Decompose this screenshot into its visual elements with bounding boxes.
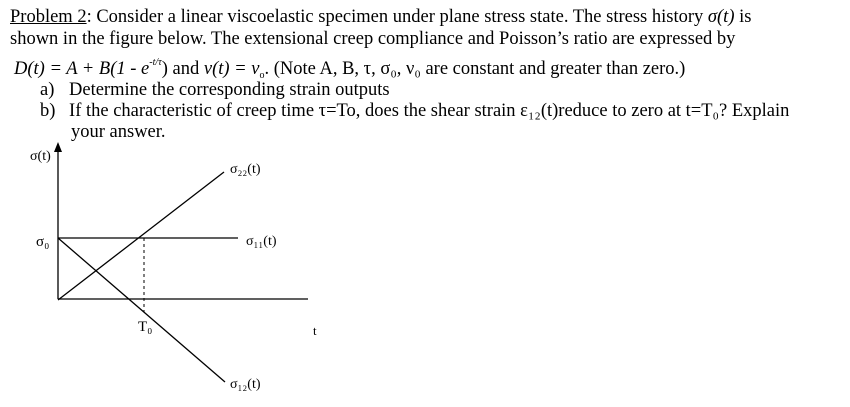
To-label: T₀: [138, 319, 153, 335]
sigma-o-label: σ₀: [36, 234, 50, 250]
sigma11-label: σ₁₁(t): [246, 234, 277, 249]
poisson-equation: ν(t) = ν: [203, 59, 260, 79]
question-text: Determine the corresponding strain outputs: [69, 80, 390, 100]
sigma22-line: [58, 172, 224, 300]
y-axis-arrow: [54, 142, 62, 152]
compliance-equation: D(t) = A + B(1 - e: [14, 59, 150, 79]
question-text: If the characteristic of creep time τ=To, does the shear strain ε₁₂(t)reduce to zero at t=T₀? Explain: [69, 101, 790, 121]
question-b-continued: your answer.: [71, 122, 166, 142]
question-marker: a): [40, 80, 55, 100]
y-axis-label: σ(t): [30, 149, 51, 164]
sigma22-label: σ₂₂(t): [230, 162, 261, 177]
sigma12-label: σ₁₂(t): [230, 377, 261, 392]
sigma12-line: [58, 238, 225, 382]
question-marker: b): [40, 101, 56, 121]
problem-line-3: $D(t) = A + B(1 - e^{-t/\tau})$ and $\nu(t) = \nu_o$. (Note A, B, τ, σ₀, ν₀ are constant and greater than zero.): [14, 57, 686, 81]
problem-line-1: Problem 2: Consider a linear viscoelastic specimen under plane stress state. The stress history σ(t) is: [10, 7, 752, 27]
x-axis-label: t: [313, 323, 317, 338]
problem-label: Problem 2: [10, 7, 87, 27]
problem-line-2: shown in the figure below. The extensional creep compliance and Poisson’s ratio are expressed by: [10, 29, 736, 49]
